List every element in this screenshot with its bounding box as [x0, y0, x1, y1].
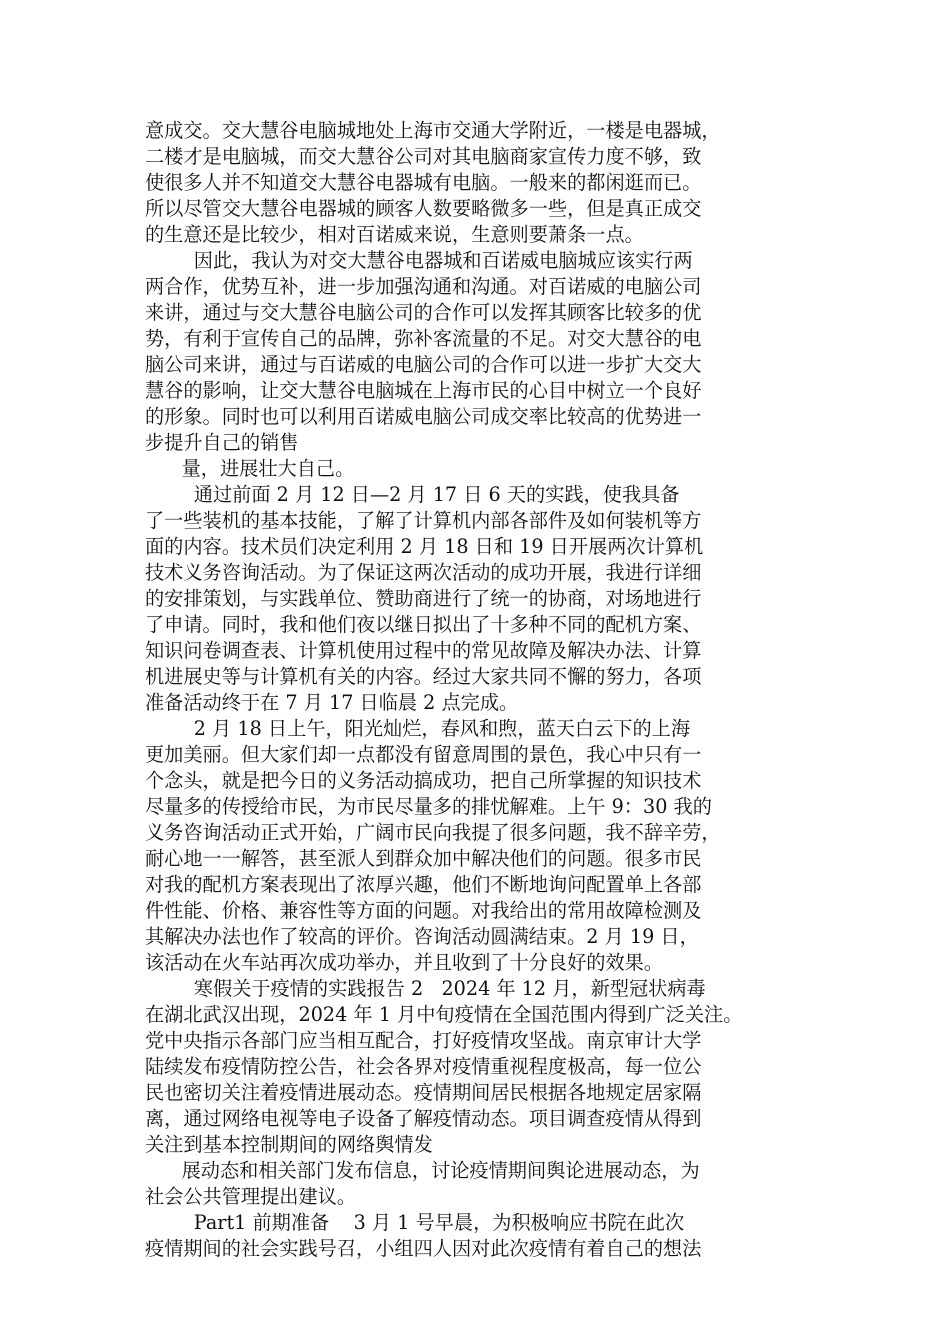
- text-line: 陆续发布疫情防控公告，社会各界对疫情重视程度极高，每一位公: [145, 1055, 702, 1078]
- text-line: 2 月 18 日上午，阳光灿烂，春风和煦，蓝天白云下的上海: [145, 717, 691, 740]
- text-line: 通过前面 2 月 12 日—2 月 17 日 6 天的实践，使我具备: [145, 483, 680, 506]
- text-line: 因此，我认为对交大慧谷电器城和百诺威电脑城应该实行两: [145, 249, 693, 272]
- text-line: 了一些装机的基本技能，了解了计算机内部各部件及如何装机等方: [145, 509, 702, 532]
- text-line: 的安排策划，与实践单位、赞助商进行了统一的协商，对场地进行: [145, 587, 702, 610]
- text-line: 来讲，通过与交大慧谷电脑公司的合作可以发挥其顾客比较多的优: [145, 301, 702, 324]
- text-line: 党中央指示各部门应当相互配合，打好疫情攻坚战。南京审计大学: [145, 1029, 702, 1052]
- text-line: 寒假关于疫情的实践报告 2 2024 年 12 月，新型冠状病毒: [145, 977, 706, 1000]
- text-line: 关注到基本控制期间的网络舆情发: [145, 1133, 433, 1156]
- text-line: 件性能、价格、兼容性等方面的问题。对我给出的常用故障检测及: [145, 899, 702, 922]
- document-page: [145, 118, 815, 1262]
- text-line: 其解决办法也作了较高的评价。咨询活动圆满结束。2 月 19 日，: [145, 925, 699, 948]
- text-line: 更加美丽。但大家们却一点都没有留意周围的景色，我心中只有一: [145, 743, 702, 766]
- text-line: 义务咨询活动正式开始，广阔市民向我提了很多问题，我不辞辛劳，: [145, 821, 721, 844]
- text-line: 了申请。同时，我和他们夜以继日拟出了十多种不同的配机方案、: [145, 613, 702, 636]
- text-line: 展动态和相关部门发布信息，讨论疫情期间舆论进展动态，为: [145, 1159, 700, 1182]
- text-line: 脑公司来讲，通过与百诺威的电脑公司的合作可以进一步扩大交大: [145, 353, 702, 376]
- text-line: 耐心地一一解答，甚至派人到群众加中解决他们的问题。很多市民: [145, 847, 702, 870]
- text-line: 的形象。同时也可以利用百诺威电脑公司成交率比较高的优势进一: [145, 405, 702, 428]
- text-line: 机进展史等与计算机有关的内容。经过大家共同不懈的努力，各项: [145, 665, 702, 688]
- text-line: 知识问卷调查表、计算机使用过程中的常见故障及解决办法、计算: [145, 639, 702, 662]
- text-line: 的生意还是比较少，相对百诺威来说，生意则要萧条一点。: [145, 223, 644, 246]
- text-line: 准备活动终于在 7 月 17 日临晨 2 点完成。: [145, 691, 519, 714]
- text-line: 步提升自己的销售: [145, 431, 299, 454]
- text-line: 面的内容。技术员们决定利用 2 月 18 日和 19 日开展两次计算机: [145, 535, 704, 558]
- text-line: 所以尽管交大慧谷电器城的顾客人数要略微多一些，但是真正成交: [145, 197, 702, 220]
- text-line: 民也密切关注着疫情进展动态。疫情期间居民根据各地规定居家隔: [145, 1081, 702, 1104]
- text-line: 慧谷的影响，让交大慧谷电脑城在上海市民的心目中树立一个良好: [145, 379, 702, 402]
- text-line: 该活动在火车站再次成功举办，并且收到了十分良好的效果。: [145, 951, 664, 974]
- text-line: 个念头，就是把今日的义务活动搞成功，把自己所掌握的知识技术: [145, 769, 702, 792]
- text-line: 尽量多的传授给市民，为市民尽量多的排忧解难。上午 9：30 我的: [145, 795, 712, 818]
- text-line: 离，通过网络电视等电子设备了解疫情动态。项目调查疫情从得到: [145, 1107, 702, 1130]
- text-line: 意成交。交大慧谷电脑城地处上海市交通大学附近，一楼是电器城，: [145, 119, 721, 142]
- text-line: 势，有利于宣传自己的品牌，弥补客流量的不足。对交大慧谷的电: [145, 327, 702, 350]
- text-line: 疫情期间的社会实践号召，小组四人因对此次疫情有着自己的想法: [145, 1237, 702, 1260]
- text-line: 社会公共管理提出建议。: [145, 1185, 357, 1208]
- text-line: Part1 前期准备 3 月 1 号早晨，为积极响应书院在此次: [145, 1211, 685, 1234]
- text-line: 二楼才是电脑城，而交大慧谷公司对其电脑商家宣传力度不够，致: [145, 145, 702, 168]
- text-line: 量，进展壮大自己。: [145, 457, 355, 480]
- text-line: 使很多人并不知道交大慧谷电器城有电脑。一般来的都闲逛而已。: [145, 171, 702, 194]
- text-line: 对我的配机方案表现出了浓厚兴趣，他们不断地询问配置单上各部: [145, 873, 702, 896]
- text-line: 两合作，优势互补，进一步加强沟通和沟通。对百诺威的电脑公司: [145, 275, 702, 298]
- text-line: 技术义务咨询活动。为了保证这两次活动的成功开展，我进行详细: [145, 561, 702, 584]
- text-line: 在湖北武汉出现，2024 年 1 月中旬疫情在全国范围内得到广泛关注。: [145, 1003, 743, 1026]
